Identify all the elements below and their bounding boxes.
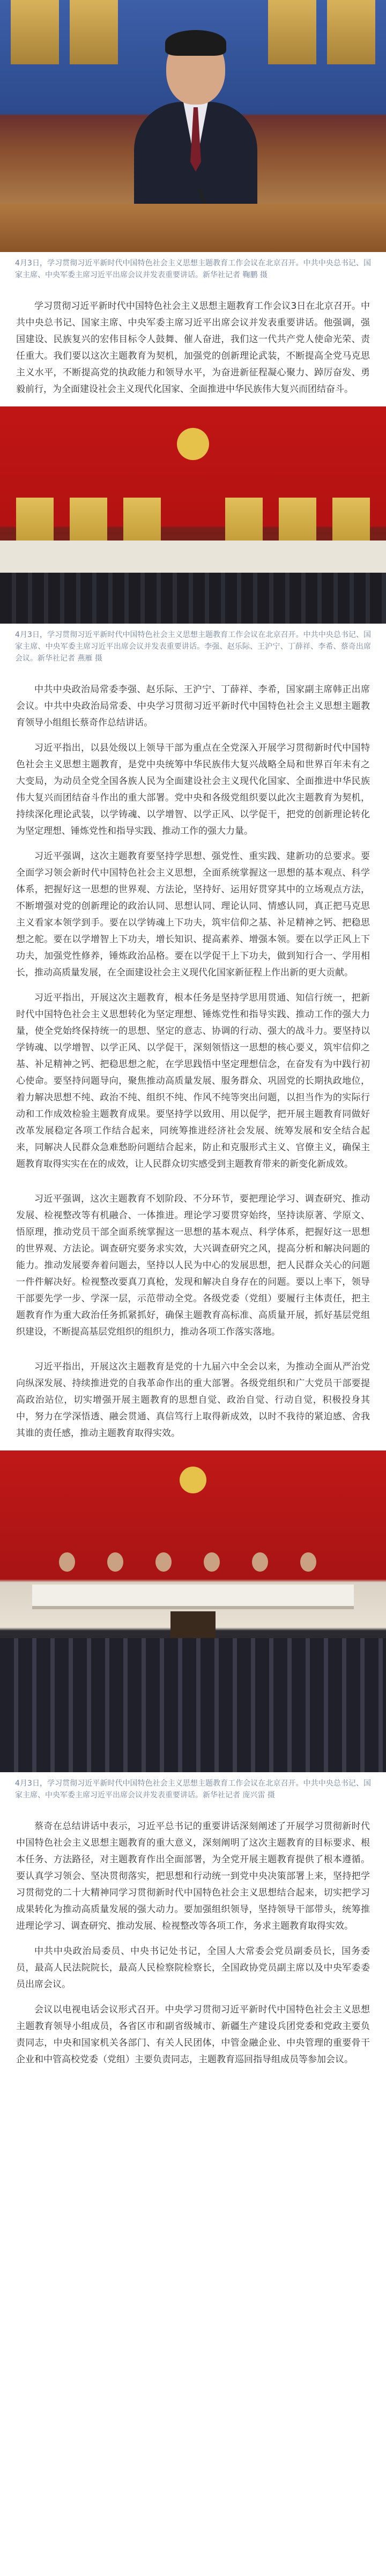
paragraph: 习近平指出，开展这次主题教育，根本任务是坚持学思用贯通、知信行统一，把新时代中国特色社会主义思想转化为坚定理想、锤炼党性和指导实践、推动工作的强大力量，使全党始终保持统一的思想、坚定的意志、协调的行动、强大的战斗力。要坚持以学铸魂、以学增智、以学正风、以学促干，深刻领悟这一思想的核心要义，筑牢信仰之基、补足精神之钙、把稳思想之舵，在学思践悟中坚定理想信念，在奋发有为中践行初心使命。要坚持问题导向，聚焦推动高质量发展、服务群众、巩固党的长期执政地位，着力解决思想不纯、政治不纯、组织不纯、作风不纯等突出问题，以担当作为的实际行动和工作成效检验主题教育成果。要坚持学以致用、用以促学，把开展主题教育同做好改革发展稳定各项工作结合起来，同统筹推进经济社会发展、统筹发展和安全结合起来，同解决人民群众急难愁盼问题结合起来，防止和克服形式主义、官僚主义，确保主题教育取得实实在在的成效，让人民群众切实感受到主题教育带来的新变化新成效。 [16,993,370,1169]
photo-caption: 4月3日，学习贯彻习近平新时代中国特色社会主义思想主题教育工作会议在北京召开。中共中央总书记、国家主席、中央军委主席习近平出席会议并发表重要讲话。新华社记者 鞠鹏 摄 [15,259,371,279]
paragraph: 习近平强调，这次主题教育要坚持学思想、强党性、重实践、建新功的总要求。要全面学习领会新时代中国特色社会主义思想，全面系统掌握这一思想的基本观点、科学体系，把握好这一思想的世界观、方法论，坚持好、运用好贯穿其中的立场观点方法，不断增强对党的创新理论的政治认同、思想认同、理论认同、情感认同，真正把马克思主义看家本领学到手。要在以学铸魂上下功夫，筑牢信仰之基、补足精神之钙、把稳思想之舵。要在以学增智上下功夫，增长知识、提高素养、增强本领。要在以学正风上下功夫，加强党性修养，锤炼政治品格。要在以学促干上下功夫，做到知行合一、学用相长，推动高质量发展，在全面建设社会主义现代化国家新征程上作出新的更大贡献。 [16,851,370,978]
body-section-a [0,288,386,398]
emblem-icon [180,1467,206,1493]
meeting-hall-photo [0,406,386,624]
paragraph: 习近平指出，以县处级以上领导干部为重点在全党深入开展学习贯彻新时代中国特色社会主义思想主题教育，是党中央统筹中华民族伟大复兴战略全局和世界百年未有之大变局，为动员全党全国各族人民为全面建设社会主义现代化国家、全面推进中华民族伟大复兴而团结奋斗作出的重大部署。党中央和各级党组织要以此次主题教育为契机，持续深化理论武装，以学铸魂、以学增智、以学正风、以学促干，把党的创新理论转化为坚定理想、锤炼党性和指导实践、推动工作的强大力量。 [16,743,370,837]
paragraph: 习近平指出，开展这次主题教育是党的十九届六中全会以来，为推动全面从严治党向纵深发展、持续推进党的自我革命作出的重大部署。各级党组织和广大党员干部要提高政治站位，切实增强开展主题教育的思想自觉、政治自觉、行动自觉，积极投身其中，努力在学深悟透、融会贯通、真信笃行上取得新成效，以时不我待的紧迫感、舍我其谁的责任感，推动主题教育取得实效。 [16,1361,370,1439]
body-section-b [0,672,386,1173]
meeting-overview-photo [0,1450,386,1772]
paragraph: 蔡奇在总结讲话中表示，习近平总书记的重要讲话深刻阐述了开展学习贯彻新时代中国特色社会主义思想主题教育的重大意义，深刻阐明了这次主题教育的目标要求、根本任务、方法路径，对主题教育作出全面部署，为全党开展主题教育提供了根本遵循。要认真学习领会、坚决贯彻落实，把思想和行动统一到党中央决策部署上来，坚持把学习贯彻党的二十大精神同学习贯彻新时代中国特色社会主义思想结合起来，切实把学习成果转化为推动高质量发展的强大动力。要加强组织领导，坚持领导干部带头，统筹推进理论学习、调查研究、推动发展、检视整改等各项工作，务求主题教育取得实效。 [16,1821,370,1931]
paragraph: 中共中央政治局委员、中央书记处书记，全国人大常委会党员副委员长，国务委员，最高人民法院院长，最高人民检察院检察长，全国政协党员副主席以及中央军委委员出席会议。 [16,1946,370,1990]
photo-caption: 4月3日，学习贯彻习近平新时代中国特色社会主义思想主题教育工作会议在北京召开。中共中央总书记、国家主席、中央军委主席习近平出席会议并发表重要讲话。李强、赵乐际、王沪宁、丁薛祥、李希、蔡奇出席会议。新华社记者 燕雁 摄 [15,631,371,663]
paragraph: 会议以电视电话会议形式召开。中央学习贯彻习近平新时代中国特色社会主义思想主题教育领导小组成员，各省区市和副省级城市、新疆生产建设兵团党委和党政主要负责同志，中央和国家机关各部门、有关人民团体，中管金融企业、中央管理的重要骨干企业和中管高校党委（党组）主要负责同志，主题教育巡回指导组成员等参加会议。 [16,2004,370,2065]
paragraph: 学习贯彻习近平新时代中国特色社会主义思想主题教育工作会议3日在北京召开。中共中央总书记、国家主席、中央军委主席习近平出席会议并发表重要讲话。他强调，强国建设、民族复兴的宏伟目标令人鼓舞、催人奋进，我们这一代共产党人使命光荣、责任重大。我们要以这次主题教育为契机，加强党的创新理论武装，不断提高全党马克思主义水平，不断提高党的执政能力和领导水平，为奋进新征程凝心聚力、踔厉奋发、勇毅前行，为全面建设社会主义现代化国家、全面推进中华民族伟大复兴而团结奋斗。 [16,301,370,395]
body-section-c [0,1181,386,1341]
body-section-e [0,1809,386,2068]
paragraph: 习近平强调，这次主题教育不划阶段、不分环节，要把理论学习、调查研究、推动发展、检视整改等有机融合、一体推进。理论学习要贯穿始终，坚持读原著、学原文、悟原理，推动党员干部全面系统掌握这一思想的基本观点、科学体系，把握好这一思想的世界观、方法论。调查研究要务求实效，大兴调查研究之风，提高分析和解决问题的能力。推动发展要奔着问题去，坚持以人民为中心的发展思想，把人民群众关心的问题一件件解决好。检视整改要真刀真枪，发现和解决自身存在的问题。要以上率下，领导干部要先学一步、学深一层，示范带动全党。各级党委（党组）要履行主体责任，把主题教育作为重大政治任务抓紧抓好，确保主题教育高标准、高质量开展，抓好基层党组织建设，不断提高基层党组织的组织力，推动各项工作落实落地。 [16,1194,370,1337]
photo-caption: 4月3日，学习贯彻习近平新时代中国特色社会主义思想主题教育工作会议在北京召开。中共中央总书记、国家主席、中央军委主席习近平出席会议并发表重要讲话。新华社记者 庞兴雷 摄 [15,1779,371,1800]
emblem-icon [177,428,209,460]
paragraph: 中共中央政治局常委李强、赵乐际、王沪宁、丁薛祥、李希，国家副主席韩正出席会议。中共中央政治局常委、中央学习贯彻习近平新时代中国特色社会主义思想主题教育领导小组组长蔡奇作总结讲话。 [16,684,370,728]
body-section-d [0,1349,386,1442]
lead-photo [0,0,386,252]
